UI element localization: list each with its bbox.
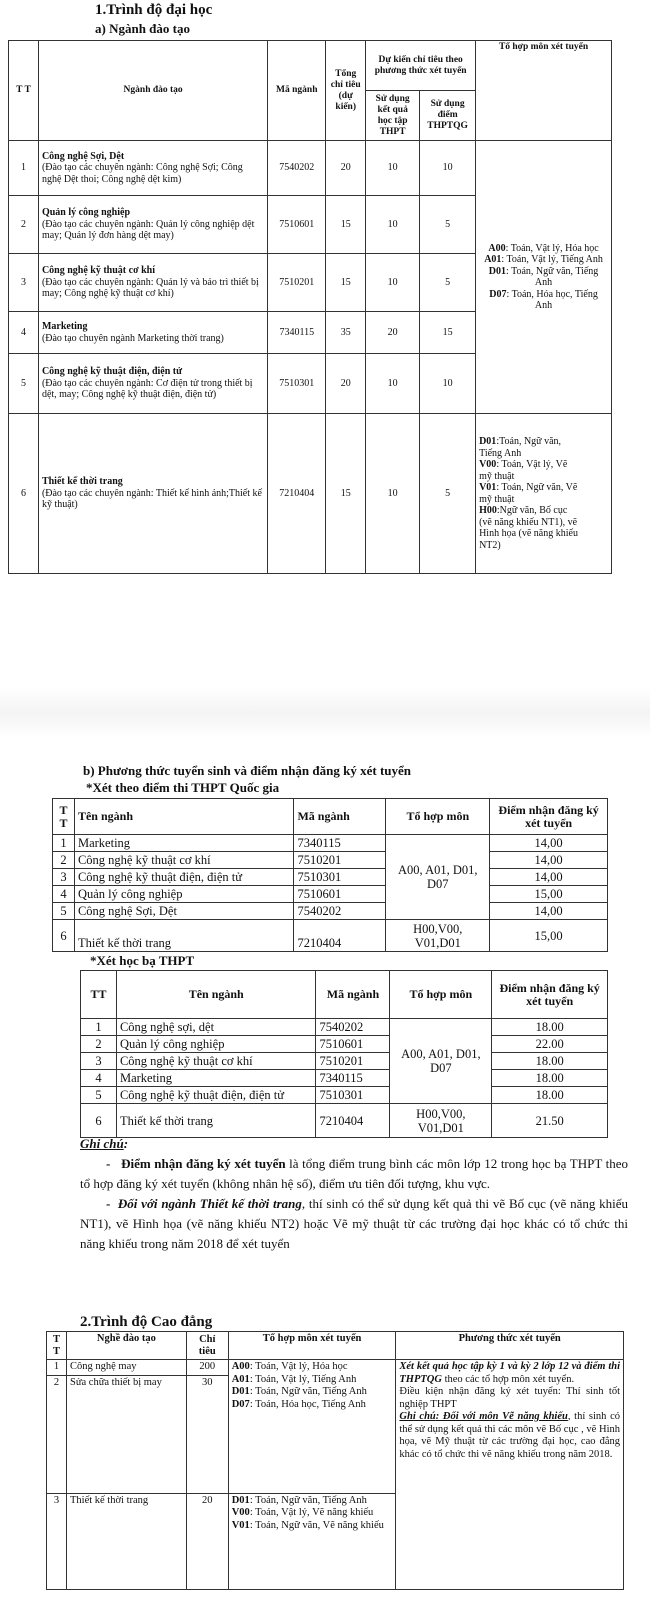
subsection-transcript: *Xét học bạ THPT [90,953,195,968]
row-quota: 20 [186,1493,228,1589]
col-header-score: Điểm nhận đăng ký xét tuyển [490,799,608,835]
row-transcript: 10 [366,141,420,196]
major-name: Công nghệ Sợi, Dệt [41,150,125,162]
row-score: 15,00 [490,920,608,952]
combo-code: D01 [231,1386,250,1397]
row-major: Công nghệ kỹ thuật điện, điện tử [116,1087,316,1104]
row-tt: 2 [47,1375,67,1493]
row-exam: 10 [420,354,476,414]
row-code: 7540202 [316,1019,390,1036]
method-cell [396,1360,624,1590]
section-title-college: 2.Trình độ Cao đẳng [80,1314,213,1330]
table-row [53,903,608,920]
row-tt: 5 [81,1087,117,1104]
note-dash: - [106,1156,111,1171]
table-row [47,1360,624,1376]
combo-subjects: : Toán, Vật lý, Tiếng Anh [249,1373,357,1385]
row-score: 21.50 [492,1104,608,1138]
major-desc: (Đào tạo các chuyên ngành: Quản lý và bảo trì thiết bị may; Công nghệ kỹ thuật cơ khí) [41,276,259,300]
method-note-label: Ghi chú [399,1411,436,1422]
row-combo: A00, A01, D01, D07 [386,835,490,920]
subsection-national-exam: *Xét theo điểm thi THPT Quốc gia [86,780,280,795]
combo-code: A01 [231,1373,250,1385]
notes-title: Ghi chú [80,1136,124,1151]
col-header-tt: T T [53,799,75,835]
row-tt: 3 [47,1493,67,1589]
row-major [38,414,267,574]
table-row [81,1053,608,1070]
col-header-tt: T T [47,1332,67,1360]
row-tt: 1 [47,1360,67,1376]
row-tt: 1 [53,835,75,852]
row-major: Thiết kế thời trang [116,1104,316,1138]
row-total: 20 [326,354,366,414]
row-code: 7510201 [316,1053,390,1070]
row-code: 7540202 [294,903,386,920]
major-name: Quản lý công nghiệp [41,207,131,219]
col-header-combo: Tổ hợp môn xét tuyển [476,41,612,141]
exam-score-table [52,798,608,952]
row-major: Công nghệ kỹ thuật cơ khí [74,852,294,869]
note-1-term: Điểm nhận đăng ký xét tuyển [121,1156,286,1171]
row-code: 7540202 [268,141,326,196]
row-score: 18.00 [492,1070,608,1087]
combo-subjects: : Toán, Ngữ văn, Vẽ mỹ thuật [479,482,578,505]
table-header-row [9,41,612,91]
row-tt: 4 [53,886,75,903]
row-exam: 15 [420,312,476,354]
page-separator [0,688,650,738]
col-header-major: Ngành đào tạo [38,41,267,141]
col-header-trade: Nghề đào tạo [66,1332,186,1360]
row-score: 18.00 [492,1053,608,1070]
col-header-combo: Tổ hợp môn [390,971,492,1019]
row-tt: 2 [81,1036,117,1053]
page-1 [0,0,650,688]
combo-code: A00 [488,242,506,254]
table-row [53,852,608,869]
col-header-method: Phương thức xét tuyển [396,1332,624,1360]
major-name: Thiết kế thời trang [41,476,123,488]
combo-code: A01 [484,254,502,265]
col-header-combo: Tổ hợp môn xét tuyển [228,1332,396,1360]
row-tt: 4 [81,1070,117,1087]
row-tt: 1 [81,1019,117,1036]
table-header-row [81,971,608,1019]
col-header-major: Tên ngành [116,971,316,1019]
row-total: 20 [326,141,366,196]
col-header-exam: Sử dụng điểm THPTQG [420,91,476,141]
table-row [81,1087,608,1104]
row-total: 15 [326,254,366,312]
row-major [38,141,267,196]
row-combo: H00,V00, V01,D01 [390,1104,492,1138]
majors-table [8,40,612,574]
note-2-text: , thí sinh có thể sử dụng kết quả thi vẽ Bố cục (vẽ năng khiếu NT1), vẽ Hình họa (vẽ năng khiếu NT2) hoặc Vẽ mỹ thuật từ các trường đại học khác có tổ chức thi năng khiếu trong năm 2018 để xét tuyển [80,1196,629,1251]
row-major [38,196,267,254]
row-code: 7510601 [316,1036,390,1053]
table-row [9,141,612,196]
row-code: 7510301 [316,1087,390,1104]
table-row [53,886,608,903]
row-tt: 2 [53,852,75,869]
major-desc: (Đào tạo các chuyên ngành: Thiết kế hình ảnh;Thiết kế kỹ thuật) [41,487,262,511]
row-code: 7510201 [294,852,386,869]
combo-subjects: : Toán, Hóa học, Tiếng Anh [249,1398,366,1410]
row-trade: Thiết kế thời trang [66,1493,186,1589]
major-desc: (Đào tạo các chuyên ngành: Quản lý công nghiệp dệt may; Quản lý đơn hàng dệt may) [41,218,255,242]
combo-code: V01 [231,1519,250,1531]
row-major: Marketing [116,1070,316,1087]
col-header-plan: Dự kiến chỉ tiêu theo phương thức xét tuyển [366,41,476,91]
row-major: Thiết kế thời trang [74,920,294,952]
combo-code: D01 [479,436,497,447]
row-major: Quản lý công nghiệp [116,1036,316,1053]
row-major: Công nghệ kỹ thuật cơ khí [116,1053,316,1070]
row-tt: 6 [53,920,75,952]
section-title-methods: b) Phương thức tuyển sinh và điểm nhận đăng ký xét tuyển [83,763,412,778]
major-desc: (Đào tạo chuyên ngành Marketing thời trang) [41,332,224,344]
row-major: Quản lý công nghiệp [74,886,294,903]
row-transcript: 10 [366,414,420,574]
combo-subjects: : Toán, Vật lý, Vẽ năng khiếu [249,1507,374,1518]
row-code: 7510201 [268,254,326,312]
row-major [38,254,267,312]
table-row [9,414,612,574]
row-tt: 3 [53,869,75,886]
combo-subjects: : Toán, Ngữ văn, Vẽ năng khiếu [249,1519,384,1531]
row-score: 18.00 [492,1019,608,1036]
row-code: 7210404 [316,1104,390,1138]
col-header-major: Tên ngành [74,799,294,835]
method-text-2: Điều kiện nhận đăng ký xét tuyển: Thí sinh tốt nghiệp THPT [399,1386,620,1410]
row-code: 7210404 [268,414,326,574]
major-name: Marketing [41,321,88,332]
row-exam: 10 [420,141,476,196]
table-row [81,1036,608,1053]
row-score: 22.00 [492,1036,608,1053]
note-dash: - [106,1196,111,1211]
combo-code: D01 [231,1494,250,1506]
row-major [38,312,267,354]
row-transcript: 20 [366,312,420,354]
row-combo: H00,V00, V01,D01 [386,920,490,952]
row-tt: 5 [53,903,75,920]
table-header-row [47,1332,624,1360]
row-score: 15,00 [490,886,608,903]
table-row [53,920,608,952]
method-text-3: , thí sinh có thể sử dụng kết quả thi các môn vẽ Bố cục , vẽ Hình họa, vẽ Mỹ thuật từ các trường đại học, cao đẳng khác có tổ chức thi vẽ năng khiếu trong năm 2018. [399,1411,620,1460]
row-total: 35 [326,312,366,354]
combo-code: D01 [488,265,506,277]
combo-code: A00 [231,1361,250,1372]
combo-code: V00 [479,459,497,470]
row-total: 15 [326,414,366,574]
row-exam: 5 [420,196,476,254]
combo-cell-design [476,414,612,574]
col-header-tt: TT [81,971,117,1019]
row-major: Công nghệ sợi, dệt [116,1019,316,1036]
row-combo: A00, A01, D01, D07 [390,1019,492,1104]
college-table [46,1331,624,1590]
row-code: 7510301 [294,869,386,886]
method-note-term: : Đối với môn Vẽ năng khiếu [435,1411,568,1422]
combo-code: V00 [231,1507,250,1518]
row-major: Công nghệ Sợi, Dệt [74,903,294,920]
col-header-tt: T T [9,41,39,141]
note-1-text: là tổng điểm trung bình các môn lớp 12 trong học bạ THPT theo tổ hợp đăng ký xét tuyển (không nhân hệ số), điểm ưu tiên đối tượng, khu vực. [80,1156,629,1191]
table-row [81,1104,608,1138]
row-code: 7510601 [294,886,386,903]
col-header-code: Mã ngành [316,971,390,1019]
combo-subjects: : Toán, Ngữ văn, Tiếng Anh [249,1386,367,1397]
row-transcript: 10 [366,354,420,414]
row-code: 7340115 [294,835,386,852]
row-quota: 200 [186,1360,228,1376]
row-tt: 4 [9,312,39,354]
major-name: Công nghệ kỹ thuật cơ khí [41,265,156,277]
combo-code: D07 [231,1398,250,1410]
row-score: 14,00 [490,869,608,886]
combo-subjects: : Toán, Ngữ văn, Tiếng Anh [505,265,599,288]
combo-code: V01 [479,482,497,493]
combo-subjects: : Toán, Vật lý, Vẽ mỹ thuật [479,459,568,482]
combo-subjects: :Toán, Ngữ văn, Tiếng Anh [479,436,562,459]
row-code: 7340115 [316,1070,390,1087]
row-transcript: 10 [366,196,420,254]
row-major: Công nghệ kỹ thuật điện, điện tử [74,869,294,886]
row-quota: 30 [186,1375,228,1493]
col-header-code: Mã ngành [294,799,386,835]
page-2 [0,738,650,1622]
row-trade: Sửa chữa thiết bị may [66,1375,186,1493]
combo-code: D07 [489,288,507,300]
col-header-total: Tổng chỉ tiêu (dự kiến) [326,41,366,141]
combo-cell-b [228,1493,396,1589]
combo-subjects: : Toán, Hóa học, Tiếng Anh [506,288,598,311]
method-main: Xét kết quả học tập kỳ 1 và kỳ 2 lớp 12 và điểm thi THPTQG [399,1361,620,1385]
row-tt: 2 [9,196,39,254]
section-title-university: 1.Trình độ đại học [95,2,213,18]
transcript-score-table [80,970,608,1138]
note-2-term: Đối với ngành Thiết kế thời trang [117,1196,302,1211]
row-code: 7510601 [268,196,326,254]
row-score: 14,00 [490,903,608,920]
combo-subjects: :Ngữ văn, Bố cục (vẽ năng khiếu NT1), vẽ Hình họa (vẽ năng khiếu NT2) [479,505,578,551]
col-header-combo: Tổ hợp môn [386,799,490,835]
table-row [53,869,608,886]
row-trade: Công nghệ may [66,1360,186,1376]
row-transcript: 10 [366,254,420,312]
combo-subjects: : Toán, Vật lý, Hóa học [249,1361,348,1372]
row-score: 14,00 [490,852,608,869]
major-name: Công nghệ kỹ thuật điện, điện tử [41,366,183,378]
row-tt: 1 [9,141,39,196]
row-tt: 3 [81,1053,117,1070]
row-tt: 6 [81,1104,117,1138]
combo-subjects: : Toán, Vật lý, Tiếng Anh [501,254,603,265]
row-tt: 6 [9,414,39,574]
row-code: 7340115 [268,312,326,354]
combo-cell-a [228,1360,396,1494]
combo-subjects: : Toán, Vật lý, Hóa học [505,242,599,254]
row-score: 14,00 [490,835,608,852]
row-code: 7210404 [294,920,386,952]
major-desc: (Đào tạo các chuyên ngành: Cơ điện tử trong thiết bị dệt, may; Công nghệ kỹ thuật điện, điện tử) [41,377,253,401]
row-exam: 5 [420,254,476,312]
table-header-row [53,799,608,835]
combo-subjects: : Toán, Ngữ văn, Tiếng Anh [249,1494,367,1506]
method-text-1: theo các tổ hợp môn xét tuyển. [441,1373,575,1385]
table-row [81,1070,608,1087]
row-tt: 5 [9,354,39,414]
table-row [53,835,608,852]
col-header-transcript: Sử dụng kết quả học tập THPT [366,91,420,141]
notes-block: Ghi chú: - Điểm nhận đăng ký xét tuyển là tổng điểm trung bình các môn lớp 12 trong học bạ THPT theo tổ hợp đăng ký xét tuyển (không nhân hệ số), điểm ưu tiên đối tượng, khu vực. - Đối với ngành Thiết kế thời trang, thí sinh có thể sử dụng kết quả thi vẽ Bố cục (vẽ năng khiếu NT1), vẽ Hình họa (vẽ năng khiếu NT2) hoặc Vẽ mỹ thuật từ các trường đại học khác có tổ chức thi năng khiếu trong năm 2018 để xét tuyển [80,1136,629,1251]
col-header-code: Mã ngành [268,41,326,141]
row-major: Marketing [74,835,294,852]
col-header-quota: Chỉ tiêu [186,1332,228,1360]
row-major [38,354,267,414]
major-desc: (Đào tạo các chuyên ngành: Công nghệ Sợi; Công nghệ Dệt thoi; Công nghệ dệt kim) [41,162,243,185]
col-header-score: Điểm nhận đăng ký xét tuyển [492,971,608,1019]
row-tt: 3 [9,254,39,312]
row-score: 18.00 [492,1087,608,1104]
combo-code: H00 [479,505,497,516]
table-row [81,1019,608,1036]
combo-cell-main [476,141,612,414]
row-code: 7510301 [268,354,326,414]
row-total: 15 [326,196,366,254]
row-exam: 5 [420,414,476,574]
section-subtitle-majors: a) Ngành đào tạo [95,21,190,36]
